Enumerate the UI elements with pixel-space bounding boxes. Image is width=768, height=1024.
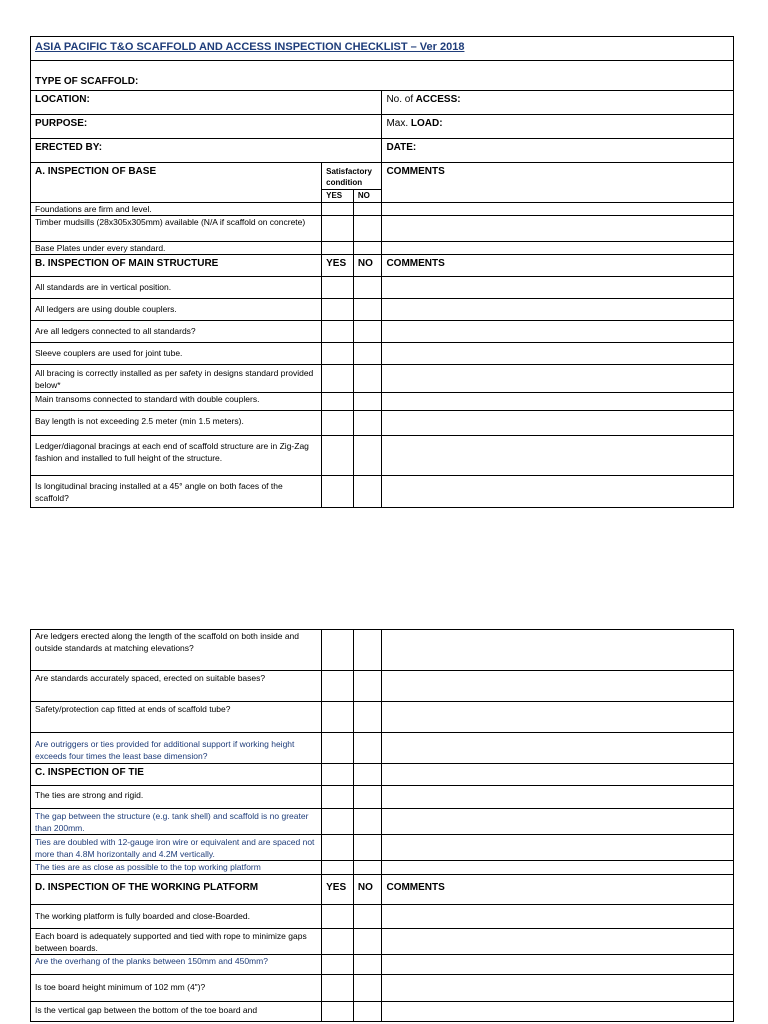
yes-cell[interactable] [322,786,354,809]
max-load-label: LOAD: [410,118,443,129]
checklist-item: Is longitudinal bracing installed at a 45° angle on both faces of the scaffold? [31,476,322,508]
no-cell[interactable] [353,1002,382,1022]
yes-cell[interactable] [322,975,354,1002]
no-cell[interactable] [353,671,382,702]
no-cell[interactable] [353,242,382,255]
comment-cell[interactable] [382,203,734,216]
checklist-item: Bay length is not exceeding 2.5 meter (min 1.5 meters). [31,411,322,436]
yes-cell[interactable] [322,733,354,764]
comment-cell[interactable] [382,955,734,975]
checklist-item: Foundations are firm and level. [31,203,322,216]
yes-cell[interactable] [322,436,354,476]
section-a-comments-header: COMMENTS [382,163,734,203]
no-cell[interactable] [353,905,382,929]
no-cell[interactable] [353,809,382,835]
no-cell[interactable] [353,975,382,1002]
yes-cell[interactable] [322,365,354,393]
yes-cell[interactable] [322,809,354,835]
section-a-no-header: NO [353,190,382,203]
no-of-access-label: ACCESS: [415,94,461,105]
date-field[interactable]: DATE: [382,139,734,163]
no-cell[interactable] [353,216,382,242]
checklist-item: Are outriggers or ties provided for additional support if working height exceeds four times the least base dimension? [31,733,322,764]
no-cell[interactable] [353,203,382,216]
yes-cell[interactable] [322,929,354,955]
no-of-access-field[interactable] [382,91,734,115]
checklist-item: Is toe board height minimum of 102 mm (4")? [31,975,322,1002]
no-cell[interactable] [353,343,382,365]
comment-cell[interactable] [382,975,734,1002]
yes-cell[interactable] [322,277,354,299]
checklist-item: All standards are in vertical position. [31,277,322,299]
checklist-item: All ledgers are using double couplers. [31,299,322,321]
comment-cell[interactable] [382,216,734,242]
yes-cell[interactable] [322,671,354,702]
section-d-yes-header: YES [322,875,354,905]
yes-cell[interactable] [322,393,354,411]
comment-cell[interactable] [382,835,734,861]
section-d-no-header: NO [353,875,382,905]
comment-cell[interactable] [382,861,734,875]
section-c-title: C. INSPECTION OF TIE [31,764,322,786]
checklist-item: Each board is adequately supported and tied with rope to minimize gaps between boards. [31,929,322,955]
no-cell[interactable] [353,411,382,436]
section-a-title: A. INSPECTION OF BASE [31,163,322,203]
comment-cell[interactable] [382,299,734,321]
no-cell[interactable] [353,436,382,476]
checklist-item: Ties are doubled with 12-gauge iron wire or equivalent and are spaced not more than 4.8M horizontally and 4.2M vertically. [31,835,322,861]
yes-cell[interactable] [322,955,354,975]
yes-cell[interactable] [322,764,354,786]
no-cell[interactable] [353,733,382,764]
yes-cell[interactable] [322,411,354,436]
comment-cell[interactable] [382,321,734,343]
checklist-item: Safety/protection cap fitted at ends of scaffold tube? [31,702,322,733]
checklist-item: The gap between the structure (e.g. tank shell) and scaffold is no greater than 200mm. [31,809,322,835]
no-cell[interactable] [353,764,382,786]
section-d-comments-header: COMMENTS [382,875,734,905]
comment-cell[interactable] [382,929,734,955]
comment-cell[interactable] [382,343,734,365]
max-load-field[interactable] [382,115,734,139]
comment-cell[interactable] [382,365,734,393]
no-cell[interactable] [353,835,382,861]
checklist-item: Base Plates under every standard. [31,242,322,255]
comment-cell[interactable] [382,1002,734,1022]
checklist-item: The working platform is fully boarded and close-Boarded. [31,905,322,929]
comment-cell[interactable] [382,411,734,436]
comment-cell[interactable] [382,242,734,255]
comment-cell[interactable] [382,630,734,671]
no-cell[interactable] [353,861,382,875]
comment-cell[interactable] [382,764,734,786]
no-of-access-prefix: No. of [386,94,414,105]
document-title: ASIA PACIFIC T&O SCAFFOLD AND ACCESS INSPECTION CHECKLIST – Ver 2018 [31,37,734,61]
max-load-prefix: Max. [386,118,409,129]
section-b-comments-header: COMMENTS [382,255,734,277]
section-b-yes-header: YES [322,255,354,277]
no-cell[interactable] [353,702,382,733]
section-b-no-header: NO [353,255,382,277]
no-cell[interactable] [353,929,382,955]
comment-cell[interactable] [382,905,734,929]
no-cell[interactable] [353,630,382,671]
checklist-item: All bracing is correctly installed as per safety in designs standard provided below* [31,365,322,393]
yes-cell[interactable] [322,242,354,255]
comment-cell[interactable] [382,733,734,764]
no-cell[interactable] [353,955,382,975]
section-d-title: D. INSPECTION OF THE WORKING PLATFORM [31,875,322,905]
checklist-item: The ties are strong and rigid. [31,786,322,809]
checklist-item: Are all ledgers connected to all standards? [31,321,322,343]
yes-cell[interactable] [322,299,354,321]
no-cell[interactable] [353,365,382,393]
comment-cell[interactable] [382,436,734,476]
no-cell[interactable] [353,786,382,809]
checklist-item: The ties are as close as possible to the top working platform [31,861,322,875]
comment-cell[interactable] [382,809,734,835]
checklist-item: Are the overhang of the planks between 150mm and 450mm? [31,955,322,975]
comment-cell[interactable] [382,786,734,809]
yes-cell[interactable] [322,343,354,365]
comment-cell[interactable] [382,476,734,508]
erected-by-field[interactable]: ERECTED BY: [31,139,382,163]
yes-cell[interactable] [322,861,354,875]
section-a-yes-header: YES [322,190,354,203]
yes-cell[interactable] [322,476,354,508]
yes-cell[interactable] [322,905,354,929]
checklist-item: Main transoms connected to standard with double couplers. [31,393,322,411]
comment-cell[interactable] [382,702,734,733]
no-cell[interactable] [353,321,382,343]
checklist-item: Ledger/diagonal bracings at each end of scaffold structure are in Zig-Zag fashion and installed to full height of the structure. [31,436,322,476]
yes-cell[interactable] [322,203,354,216]
no-cell[interactable] [353,393,382,411]
checklist-table-page2 [30,629,734,1022]
checklist-item: Timber mudsills (28x305x305mm) available (N/A if scaffold on concrete) [31,216,322,242]
yes-cell[interactable] [322,702,354,733]
checklist-item: Are ledgers erected along the length of the scaffold on both inside and outside standards at matching elevations? [31,630,322,671]
no-cell[interactable] [353,476,382,508]
no-cell[interactable] [353,277,382,299]
section-b-title: B. INSPECTION OF MAIN STRUCTURE [31,255,322,277]
yes-cell[interactable] [322,630,354,671]
checklist-item: Is the vertical gap between the bottom of the toe board and [31,1002,322,1022]
comment-cell[interactable] [382,671,734,702]
purpose-field[interactable]: PURPOSE: [31,115,382,139]
checklist-item: Are standards accurately spaced, erected on suitable bases? [31,671,322,702]
yes-cell[interactable] [322,216,354,242]
yes-cell[interactable] [322,1002,354,1022]
checklist-table-page1 [30,36,734,508]
yes-cell[interactable] [322,321,354,343]
checklist-item: Sleeve couplers are used for joint tube. [31,343,322,365]
yes-cell[interactable] [322,835,354,861]
no-cell[interactable] [353,299,382,321]
type-of-scaffold-field[interactable]: TYPE OF SCAFFOLD: [31,61,734,91]
satisfactory-condition-header: Satisfactory condition [322,163,382,190]
comment-cell[interactable] [382,277,734,299]
location-field[interactable]: LOCATION: [31,91,382,115]
comment-cell[interactable] [382,393,734,411]
